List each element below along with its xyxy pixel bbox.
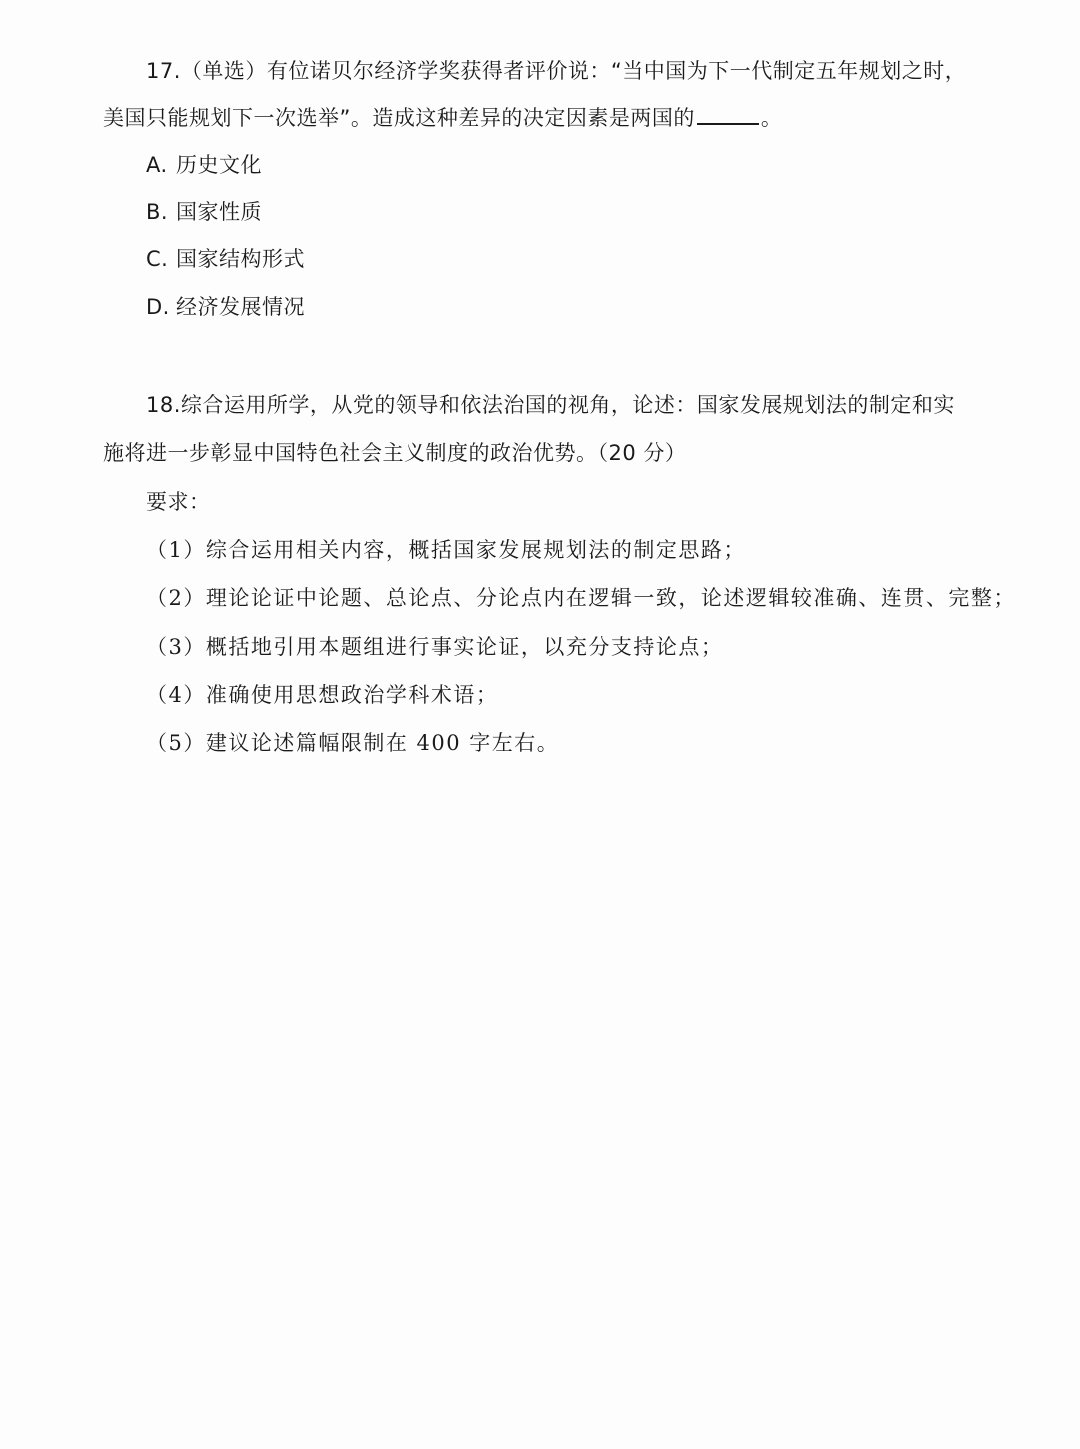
q17-stem-line2 — [103, 103, 782, 133]
q17-stem-text: 美国只能规划下一次选举”。造成这种差异的决定因素是两国的 — [103, 106, 695, 130]
q17-answer-blank — [697, 103, 759, 125]
option-text: 国家结构形式 — [176, 247, 305, 271]
q18-requirement-1: （1）综合运用相关内容，概括国家发展规划法的制定思路； — [146, 538, 746, 562]
q18-requirement-3: （3）概括地引用本题组进行事实论证，以充分支持论点； — [146, 635, 724, 659]
option-letter: D. — [146, 295, 170, 319]
q18-requirements-title: 要求： — [146, 490, 211, 514]
q18-stem-line1: 18.综合运用所学，从党的领导和依法治国的视角，论述：国家发展规划法的制定和实 — [146, 393, 955, 417]
q18-requirement-4: （4）准确使用思想政治学科术语； — [146, 683, 499, 707]
q17-option-a — [146, 150, 262, 180]
option-text: 历史文化 — [176, 153, 262, 177]
q17-stem-line1: 17.（单选）有位诺贝尔经济学奖获得者评价说：“当中国为下一代制定五年规划之时， — [146, 59, 967, 83]
option-text: 经济发展情况 — [176, 295, 305, 319]
option-letter: C. — [146, 247, 169, 271]
q18-stem-line2: 施将进一步彰显中国特色社会主义制度的政治优势。（20 分） — [103, 441, 687, 465]
q17-option-b — [146, 197, 262, 227]
q18-requirement-5: （5）建议论述篇幅限制在 400 字左右。 — [146, 731, 560, 755]
option-letter: A. — [146, 153, 168, 177]
q17-option-d — [146, 292, 305, 322]
q17-stem-end: 。 — [760, 106, 783, 130]
q18-requirement-2: （2）理论论证中论题、总论点、分论点内在逻辑一致，论述逻辑较准确、连贯、完整； — [146, 586, 1016, 610]
option-text: 国家性质 — [176, 200, 262, 224]
option-letter: B. — [146, 200, 169, 224]
q17-option-c — [146, 244, 305, 274]
